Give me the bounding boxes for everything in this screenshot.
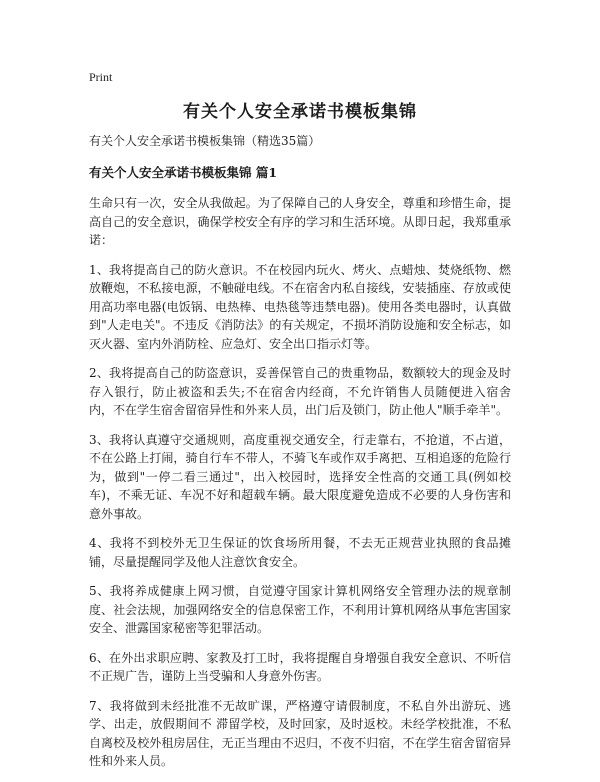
article-body [89,132,511,782]
paragraph-fire-safety: 1、我将提高自己的防火意识。不在校园内玩火、烤火、点蜡烛、焚烧纸物、燃放鞭炮，不私接电源，不触碰电线。不在宿舍内私自接线，安装插座、存放或使用高功率电器(电饭锅、电热棒、电热毯等违禁电器)。使用各类电器时，认真做到"人走电关"。不违反《消防法》的有关规定，不损坏消防设施和安全标志，如灭火器、室内外消防栓、应急灯、安全出口指示灯等。 [89,262,511,351]
paragraph-job-safety: 6、在外出求职应聘、家教及打工时，我将提醒自身增强自我安全意识、不听信不正规广告，谨防上当受骗和人身意外伤害。 [89,650,511,683]
page-title: 有关个人安全承诺书模板集锦 [183,102,417,122]
paragraph-traffic-safety: 3、我将认真遵守交通规则，高度重视交通安全，行走靠右，不抢道，不占道，不在公路上打闹，骑自行车不带人，不骑飞车或作双手离把、互相追逐的危险行为，做到"一停二看三通过"，出入校园时，选择安全性高的交通工具(例如校车)，不乘无证、车况不好和超载车辆。最大限度避免造成不必要的人身伤害和意外事故。 [89,432,511,521]
print-link[interactable]: Print [89,70,113,84]
paragraph-theft-prevention: 2、我将提高自己的防盗意识，妥善保管自己的贵重物品，数额较大的现金及时存入银行，防止被盗和丢失;不在宿舍内经商，不允许销售人员随便进入宿舍内，不在学生宿舍留宿异性和外来人员，出门后及锁门，防止他人"顺手牵羊"。 [89,366,511,417]
paragraph-intro: 生命只有一次，安全从我做起。为了保障自己的人身安全，尊重和珍惜生命，提高自己的安全意识，确保学校安全有序的学习和生活环境。从即日起，我郑重承诺： [89,196,511,247]
paragraph-food-safety: 4、我将不到校外无卫生保证的饮食场所用餐，不去无正规营业执照的食品摊铺，尽量提醒同学及他人注意饮食安全。 [89,536,511,569]
paragraph-internet-safety: 5、我将养成健康上网习惯，自觉遵守国家计算机网络安全管理办法的规章制度、社会法规，加强网络安全的信息保密工作，不利用计算机网络从事危害国家安全、泄露国家秘密等犯罪活动。 [89,584,511,635]
article-subtitle: 有关个人安全承诺书模板集锦（精选35篇） [89,134,321,148]
paragraph-attendance: 7、我将做到未经批准不无故旷课，严格遵守请假制度，不私自外出游玩、逃学、出走，放假期间不 滞留学校，及时回家，及时返校。未经学校批准，不私自离校及校外租房居住，无正当理由不迟归，不夜不归宿，不在学生宿舍留宿异性和外来人员。 [89,698,511,768]
section-heading: 有关个人安全承诺书模板集锦 篇1 [89,165,278,180]
